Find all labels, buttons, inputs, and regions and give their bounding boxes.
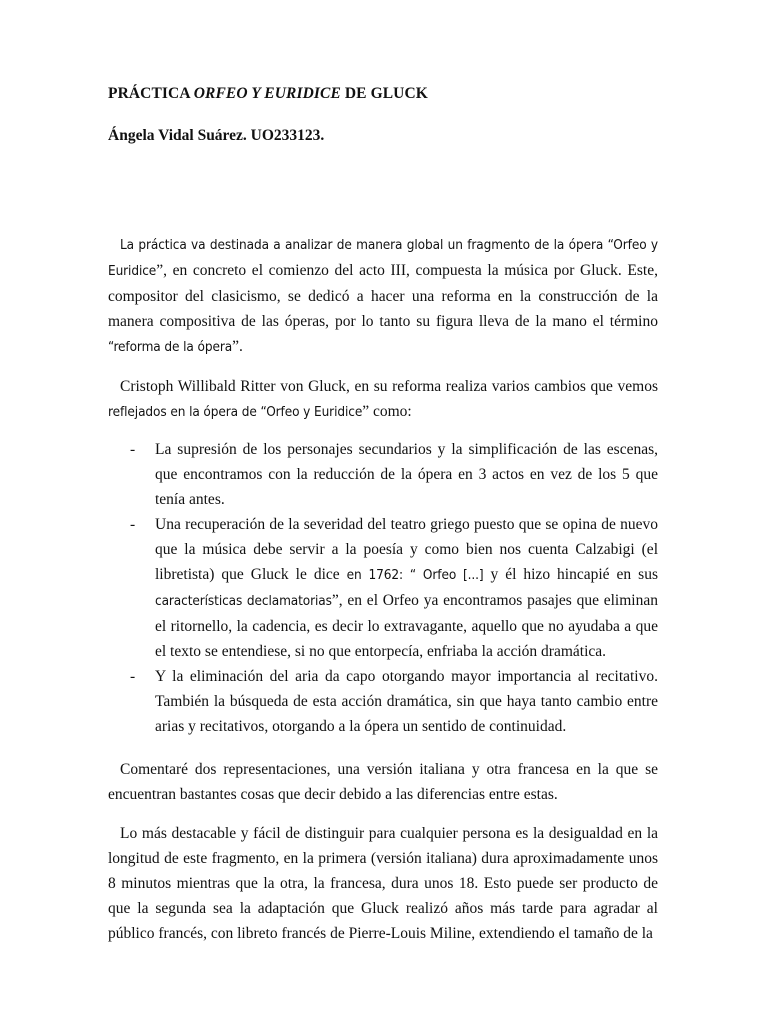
list-item-text-part-a: Una recuperación de la severidad del teatro griego puesto que se opina de nuevo que la música debe servir a la poesía y como bien nos cuenta Calzabigi (el libretista) que Gluck le dice bbox=[155, 516, 658, 583]
bullet-marker: - bbox=[130, 441, 136, 458]
paragraph-intro-part-c: “reforma de la ópera bbox=[108, 339, 233, 355]
list-item-text-part-c: y él hizo hincapié en sus bbox=[490, 566, 658, 583]
list-item bbox=[108, 664, 658, 739]
reform-list bbox=[108, 437, 658, 739]
paragraph-intro bbox=[108, 232, 658, 360]
bullet-marker: - bbox=[130, 668, 136, 685]
paragraph-intro-part-a: La práctica va destinada a analizar de manera global un fragmento de la ópera “Orfeo y Euridice bbox=[108, 237, 658, 279]
list-item-text-part-b: en 1762: “ Orfeo [...] bbox=[346, 567, 491, 583]
paragraph-reform-part-b: reflejados en la ópera de “Orfeo y Euridice bbox=[108, 404, 363, 420]
paragraph-comparison: Lo más destacable y fácil de distinguir para cualquier persona es la desigualdad en la longitud de este fragmento, en la primera (versión italiana) dura aproximadamente unos 8 minutos mientras que la otra, la francesa, dura unos 18. Esto puede ser producto de que la segunda sea la adaptación que Gluck realizó años más tarde para agradar al público francés, con libreto francés de Pierre-Louis Miline, extendiendo el tamaño de la bbox=[108, 825, 658, 942]
list-item bbox=[108, 512, 658, 664]
list-item-text-part-d: características declamatorias bbox=[155, 593, 332, 609]
paragraph-representations: Comentaré dos representaciones, una versión italiana y otra francesa en la que se encuentran bastantes cosas que decir debido a las diferencias entre estas. bbox=[108, 761, 658, 803]
list-item-text: La supresión de los personajes secundarios y la simplificación de las escenas, que encontramos con la reducción de la ópera en 3 actos en vez de los 5 que tenía antes. bbox=[155, 441, 658, 508]
author-line: Ángela Vidal Suárez. UO233123. bbox=[108, 127, 325, 144]
bullet-marker: - bbox=[130, 516, 136, 533]
list-item bbox=[108, 437, 658, 512]
list-item-text-part-e: ”, en el Orfeo ya encontramos pasajes que eliminan el ritornello, la cadencia, es decir lo extravagante, aquello que no ayudaba a que el texto se entendiese, si no que entorpecía, enfriaba la acción dramática. bbox=[155, 592, 658, 660]
title-suffix: DE GLUCK bbox=[340, 85, 428, 102]
document-body bbox=[108, 84, 658, 946]
document-title bbox=[108, 84, 658, 104]
paragraph-reform bbox=[108, 374, 658, 425]
title-italic: ORFEO Y EURIDICE bbox=[193, 85, 341, 102]
paragraph-reform-part-a: Cristoph Willibald Ritter von Gluck, en su reforma realiza varios cambios que vemos bbox=[120, 378, 658, 395]
paragraph-intro-part-b: ”, en concreto el comienzo del acto III, compuesta la música por Gluck. Este, compositor del clasicismo, se dedicó a hacer una reforma en la construcción de la manera compositiva de las óperas, por lo tanto su figura lleva de la mano el término bbox=[108, 262, 658, 330]
list-item-text: Y la eliminación del aria da capo otorgando mayor importancia al recitativo. También la búsqueda de esta acción dramática, sin que haya tanto cambio entre arias y recitativos, otorgando a la ópera un sentido de continuidad. bbox=[155, 668, 658, 735]
title-prefix: PRÁCTICA bbox=[108, 85, 194, 102]
paragraph-intro-part-d: ”. bbox=[232, 338, 243, 355]
paragraph-reform-part-c: ” como: bbox=[362, 403, 412, 420]
